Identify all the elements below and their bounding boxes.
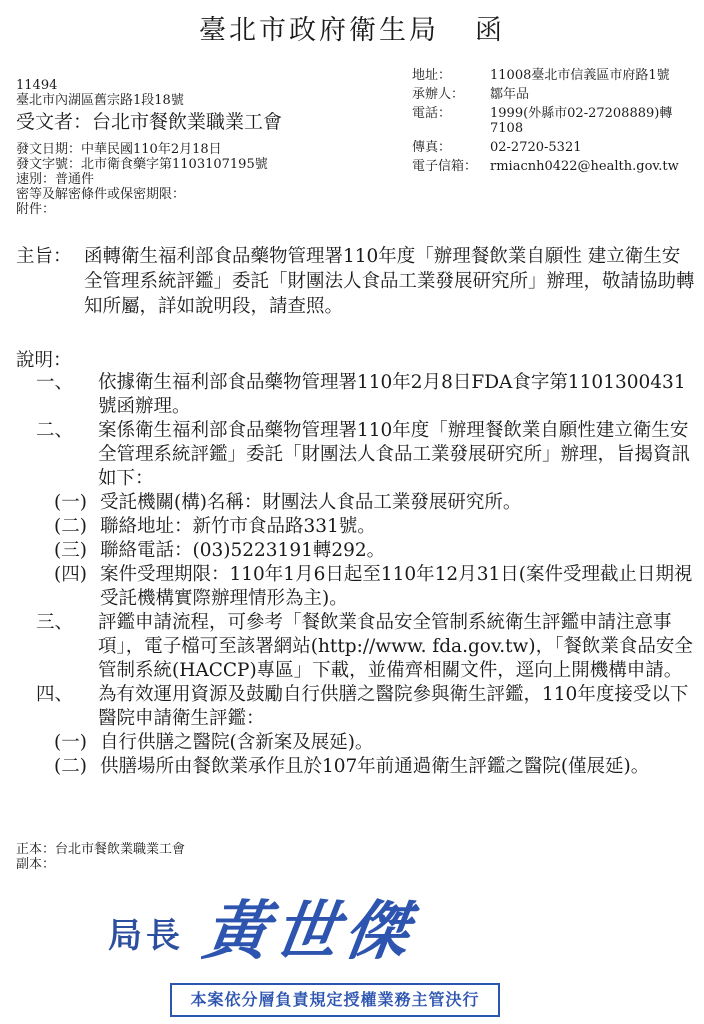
sub-item [16, 539, 700, 563]
sub-item-number: (一) [54, 732, 87, 753]
recipient-address: 臺北市內湖區舊宗路1段18號 [16, 93, 184, 108]
sub-item-number: (二) [54, 516, 87, 537]
sender-address-label: 地址： [412, 68, 452, 83]
attachments: 附件： [16, 202, 56, 217]
sub-item-text: 案件受理期限：110年1月6日起至110年12月31日(案件受理截止日期視受託機構實際辦理情形為主)。 [100, 564, 693, 609]
sender-contact-row [412, 87, 697, 102]
item-text: 依據衛生福利部食品藥物管理署110年2月8日FDA食字第1101300431號函辦理。 [98, 372, 686, 417]
original-recipient: 正本：台北市餐飲業職業工會 [16, 842, 186, 857]
sender-email-label: 電子信箱： [412, 159, 478, 174]
sub-item-number: (一) [54, 492, 87, 513]
agency-name: 臺北市政府衛生局 [199, 15, 439, 46]
explanation-label: 說明： [16, 350, 72, 371]
sub-item-text: 自行供膳之醫院(含新案及展延)。 [100, 732, 374, 753]
recipient-name: 台北市餐飲業職業工會 [92, 111, 283, 133]
sender-phone: 1999(外縣市02-27208889)轉7108 [490, 106, 673, 136]
sub-item [16, 731, 700, 755]
speed-class: 速別：普通件 [16, 172, 95, 187]
header-left [16, 78, 346, 217]
sender-address: 11008臺北市信義區市府路1號 [490, 68, 670, 83]
authorization-stamp: 本案依分層負責規定授權業務主管決行 [170, 983, 500, 1017]
sender-address-row [412, 68, 697, 83]
sub-item-number: (四) [54, 564, 87, 585]
list-item [16, 371, 700, 419]
item-text: 評鑑申請流程，可參考「餐飲業食品安全管制系統衛生評鑑申請注意事項」，電子檔可至該署網站(http://www. fda.gov.tw)，「餐飲業食品安全管制系統(HACCP)專區」下載，並備齊相關文件，逕向上開機構申請。 [98, 612, 693, 681]
subject-text: 函轉衛生福利部食品藥物管理署110年度「辦理餐飲業自願性 建立衛生安全管理系統評鑑」委託「財團法人食品工業發展研究所」辦理，敬請協助轉知所屬，詳如說明段，請查照。 [84, 246, 695, 317]
sender-contact-label: 承辦人： [412, 87, 465, 102]
secrecy-level: 密等及解密條件或保密期限： [16, 187, 186, 202]
item-number: 二、 [36, 420, 74, 441]
item-number: 一、 [36, 372, 74, 393]
sub-item-text: 受託機關(構)名稱：財團法人食品工業發展研究所。 [100, 492, 522, 513]
item-number: 四、 [36, 684, 74, 705]
issue-date: 發文日期：中華民國110年2月18日 [16, 142, 222, 157]
sub-item [16, 563, 700, 611]
item-text: 為有效運用資源及鼓勵自行供膳之醫院參與衛生評鑑，110年度接受以下醫院申請衛生評鑑： [98, 684, 689, 729]
sender-phone-row [412, 106, 697, 136]
sub-item-text: 聯絡地址：新竹市食品路331號。 [100, 516, 376, 537]
sub-item-number: (二) [54, 756, 87, 777]
sender-email: rmiacnh0422@health.gov.tw [490, 159, 679, 174]
sender-fax-row [412, 140, 697, 155]
item-text: 案係衛生福利部食品藥物管理署110年度「辦理餐飲業自願性建立衛生安全管理系統評鑑」委託「財團法人食品工業發展研究所」辦理，旨揭資訊如下： [98, 420, 691, 489]
distribution-block [16, 842, 185, 872]
item-number: 三、 [36, 612, 74, 633]
sender-email-row [412, 159, 697, 174]
signatory-title: 局長 [108, 916, 184, 956]
sub-item-number: (三) [54, 540, 87, 561]
list-item [16, 419, 700, 491]
sub-item [16, 515, 700, 539]
postal-code: 11494 [16, 78, 58, 93]
sub-item [16, 491, 700, 515]
sub-item-text: 供膳場所由餐飲業承作且於107年前通過衛生評鑑之醫院(僅展延)。 [100, 756, 650, 777]
signature: 黃世傑 [198, 894, 420, 969]
sub-item-text: 聯絡電話：(03)5223191轉292。 [100, 540, 386, 561]
issue-number: 發文字號：北市衛食藥字第1103107195號 [16, 157, 268, 172]
list-item [16, 683, 700, 731]
sender-phone-label: 電話： [412, 106, 452, 121]
document-title [0, 8, 704, 47]
explanation-items [16, 371, 700, 779]
recipient-label: 受文者： [16, 111, 93, 133]
subject-label: 主旨： [16, 246, 72, 267]
list-item [16, 611, 700, 683]
sender-fax: 02-2720-5321 [490, 140, 582, 155]
copy-recipient: 副本： [16, 857, 56, 872]
sub-item [16, 755, 700, 779]
header-right [412, 68, 697, 174]
subject-block [16, 244, 696, 319]
sender-contact: 鄒年品 [490, 87, 530, 102]
document-type: 函 [475, 15, 505, 46]
recipient-line [16, 110, 346, 134]
sender-fax-label: 傳真： [412, 140, 452, 155]
